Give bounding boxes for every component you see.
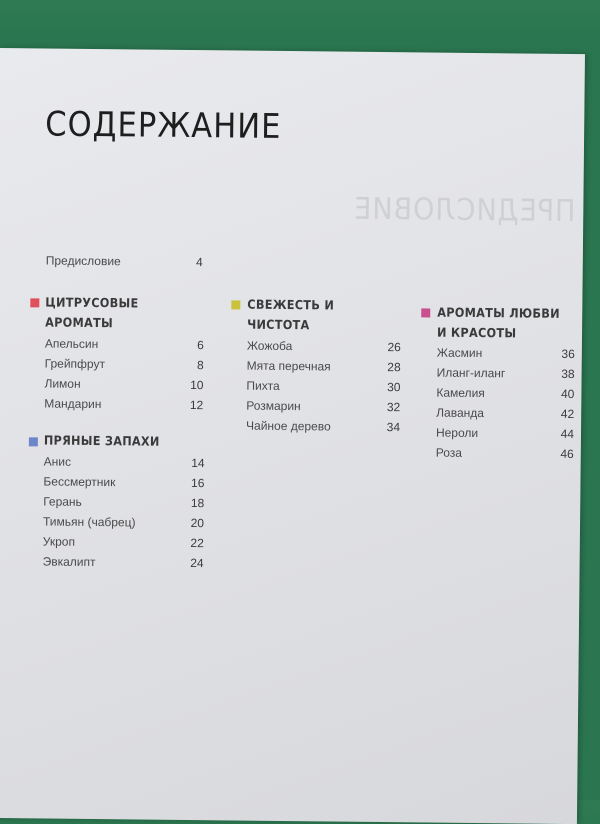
- toc-label: Нероли: [435, 425, 479, 441]
- toc-page: 38: [561, 366, 575, 382]
- toc-item: [247, 356, 401, 378]
- toc-item: [246, 396, 400, 418]
- toc-page: 34: [386, 420, 401, 435]
- toc-page: 4: [196, 255, 203, 270]
- toc-label: Грейпфрут: [44, 356, 106, 372]
- toc-item: [437, 343, 575, 364]
- toc-page: 16: [191, 476, 205, 491]
- toc-item: [436, 383, 574, 404]
- toc-preface: [46, 253, 203, 269]
- toc-page: 22: [190, 536, 204, 551]
- toc-item: [43, 471, 204, 493]
- toc-item: [436, 423, 574, 444]
- toc-page: 36: [561, 346, 575, 362]
- toc-page: 18: [190, 496, 205, 511]
- toc-item: [43, 491, 204, 513]
- toc-page: 28: [387, 360, 401, 375]
- toc-item: [246, 416, 400, 438]
- toc-label: Камелия: [436, 385, 485, 401]
- toc-item: [43, 531, 204, 553]
- toc-item: [437, 363, 575, 384]
- toc-label: Мандарин: [44, 396, 102, 412]
- toc-item: [43, 551, 204, 573]
- toc-item: [44, 373, 203, 395]
- toc-label: Жасмин: [436, 345, 483, 361]
- section-title-love: АРОМАТЫ ЛЮБВИ И КРАСОТЫ: [436, 304, 560, 341]
- section-title-citrus: ЦИТРУСОВЫЕ АРОМАТЫ: [45, 294, 139, 331]
- section-marker-fresh: [231, 300, 240, 309]
- toc-page: 46: [560, 446, 574, 462]
- toc-label: Укроп: [42, 534, 76, 549]
- toc-label: Лимон: [44, 376, 81, 391]
- toc-page: 24: [190, 556, 204, 571]
- toc-list-citrus: [44, 333, 204, 415]
- toc-label: Эвкалипт: [42, 554, 96, 570]
- page-title: СОДЕРЖАНИЕ: [44, 104, 282, 147]
- toc-page: 32: [386, 400, 401, 415]
- toc-label: Тимьян (чабрец): [42, 514, 136, 530]
- toc-list-love: [436, 343, 575, 464]
- toc-label: Иланг-иланг: [436, 365, 506, 381]
- toc-label: Герань: [43, 494, 82, 509]
- section-marker-citrus: [30, 298, 39, 307]
- toc-label: Анис: [43, 454, 72, 469]
- toc-label: Роза: [435, 445, 463, 460]
- toc-page: 30: [387, 380, 401, 395]
- toc-item: [436, 443, 574, 464]
- toc-page: 42: [560, 406, 575, 422]
- toc-page: 26: [387, 340, 401, 355]
- toc-label: Предисловие: [45, 253, 121, 269]
- toc-label: Бессмертник: [43, 474, 116, 490]
- toc-item: [44, 451, 205, 473]
- toc-page: 8: [196, 358, 204, 373]
- toc-label: Пихта: [246, 378, 280, 393]
- toc-item: [45, 333, 204, 355]
- toc-page: 44: [560, 426, 575, 442]
- toc-item: [43, 511, 204, 533]
- toc-label: Апельсин: [44, 336, 99, 352]
- toc-page: 40: [560, 386, 575, 402]
- toc-page: 10: [190, 378, 204, 393]
- toc-item: [246, 376, 400, 398]
- toc-page: 14: [191, 456, 205, 471]
- toc-list-fresh: [246, 336, 401, 438]
- section-marker-love: [421, 308, 430, 317]
- toc-label: Чайное дерево: [245, 418, 331, 434]
- toc-label: Мята перечная: [246, 358, 331, 374]
- toc-item: [436, 403, 574, 424]
- toc-item: [44, 393, 203, 415]
- toc-page: 12: [189, 398, 204, 413]
- toc-label: Лаванда: [436, 405, 485, 421]
- toc-label: Розмарин: [246, 398, 301, 414]
- mirrored-show-through-text: ПРЕДИСЛОВИЕ: [353, 191, 576, 230]
- section-title-spicy: ПРЯНЫЕ ЗАПАХИ: [43, 432, 160, 449]
- toc-item: [45, 353, 204, 375]
- toc-page: 20: [190, 516, 205, 531]
- toc-list-spicy: [43, 451, 205, 573]
- book-page: [0, 48, 585, 824]
- toc-page: 6: [197, 338, 204, 353]
- section-marker-spicy: [29, 437, 38, 446]
- section-title-fresh: СВЕЖЕСТЬ И ЧИСТОТА: [247, 296, 335, 333]
- toc-label: Жожоба: [246, 338, 293, 354]
- toc-item: [247, 336, 401, 358]
